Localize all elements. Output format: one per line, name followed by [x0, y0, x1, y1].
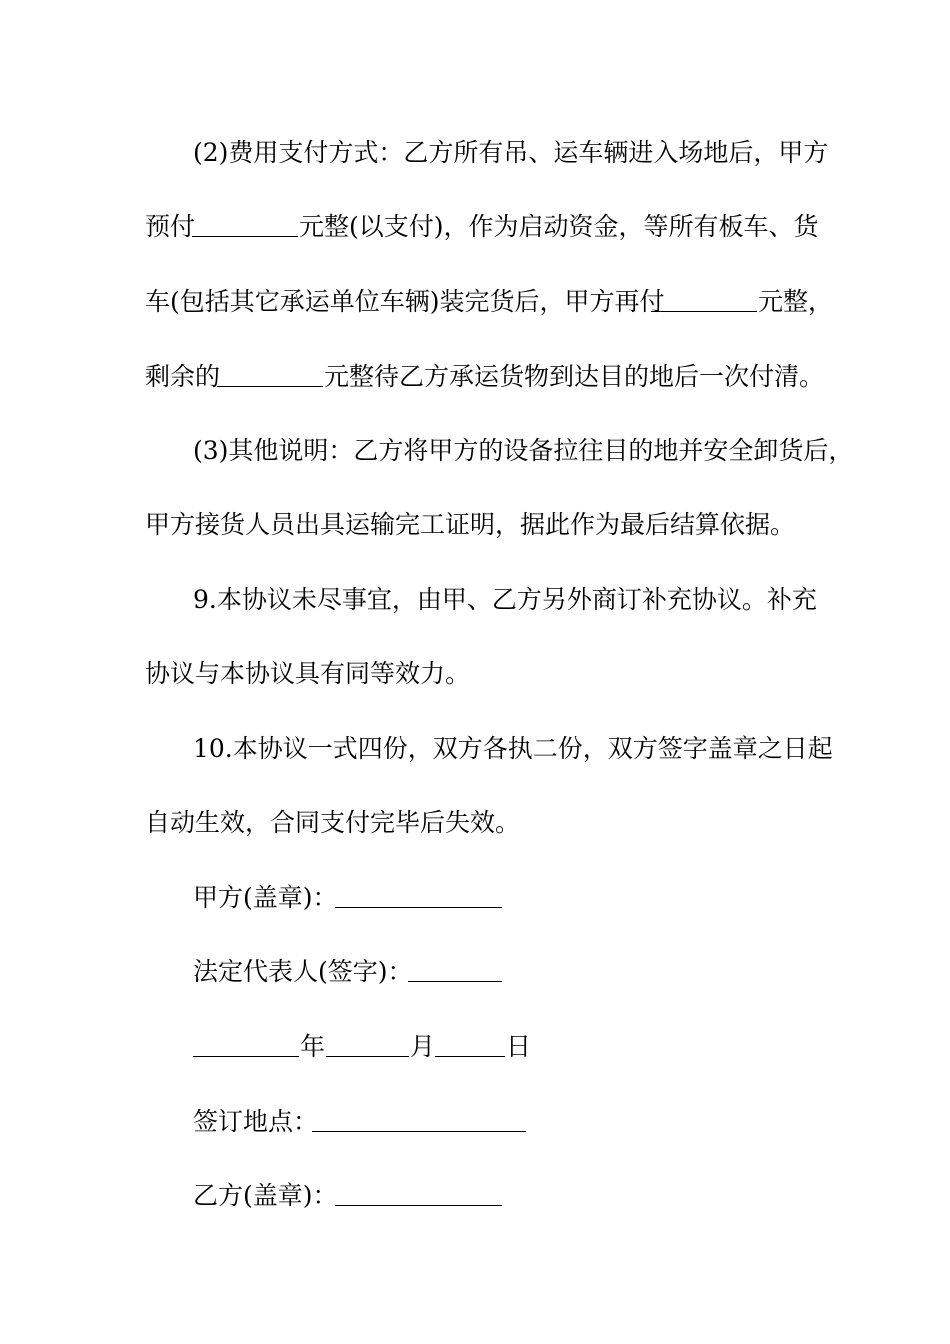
signing-place-label: 签订地点： [193, 1107, 319, 1136]
party-b-seal-line [0, 1181, 950, 1211]
text: 剩余的 [145, 362, 221, 391]
paragraph-other-notes-line-1 [0, 436, 950, 466]
party-a-label: 甲方(盖章)： [193, 883, 338, 912]
clause-9-line-1 [0, 585, 950, 615]
party-b-label: 乙方(盖章)： [193, 1181, 338, 1210]
legal-rep-signature-blank[interactable] [408, 957, 502, 989]
paragraph-payment-method-line-1 [0, 138, 950, 168]
clause-10-line-2 [0, 808, 950, 838]
text: 甲方接货人员出具运输完工证明，据此作为最后结算依据。 [145, 510, 796, 539]
text: 元整， [758, 287, 834, 316]
text: 预付 [145, 212, 196, 241]
paragraph-other-notes-line-2 [0, 510, 950, 540]
text: 自动生效，合同支付完毕后失效。 [145, 808, 521, 837]
text: (2)费用支付方式：乙方所有吊、运车辆进入场地后，甲方 [193, 138, 829, 167]
paragraph-payment-method-line-2 [0, 212, 950, 242]
text: (3)其他说明：乙方将甲方的设备拉往目的地并安全卸货后， [193, 436, 854, 465]
amount-blank-second[interactable] [651, 287, 757, 319]
clause-9-line-2 [0, 659, 950, 689]
text: 元整待乙方承运货物到达目的地后一次付清。 [324, 362, 825, 391]
text: 协议与本协议具有同等效力。 [145, 659, 471, 688]
year-blank[interactable] [193, 1032, 299, 1064]
text: 10.本协议一式四份，双方各执二份，双方签字盖章之日起 [193, 734, 833, 763]
date-line [0, 1032, 950, 1062]
clause-10-line-1 [0, 734, 950, 764]
day-blank[interactable] [435, 1032, 505, 1064]
legal-rep-line [0, 957, 950, 987]
text: 9.本协议未尽事宜，由甲、乙方另外商订补充协议。补充 [193, 585, 817, 614]
signing-place-blank[interactable] [312, 1107, 526, 1139]
signing-place-line [0, 1107, 950, 1137]
party-a-seal-blank[interactable] [335, 883, 502, 915]
party-a-seal-line [0, 883, 950, 913]
paragraph-payment-method-line-3 [0, 287, 950, 317]
legal-rep-label: 法定代表人(签字)： [193, 957, 413, 986]
month-label: 月 [410, 1032, 436, 1061]
party-b-seal-blank[interactable] [335, 1181, 502, 1213]
amount-blank-prepay[interactable] [192, 212, 298, 244]
paragraph-payment-method-line-4 [0, 362, 950, 392]
day-label: 日 [506, 1032, 532, 1061]
amount-blank-remaining[interactable] [217, 362, 323, 394]
year-label: 年 [300, 1032, 326, 1061]
text: 元整(以支付)，作为启动资金，等所有板车、货 [299, 212, 819, 241]
month-blank[interactable] [326, 1032, 409, 1064]
text: 车(包括其它承运单位车辆)装完货后，甲方再付 [145, 287, 665, 316]
